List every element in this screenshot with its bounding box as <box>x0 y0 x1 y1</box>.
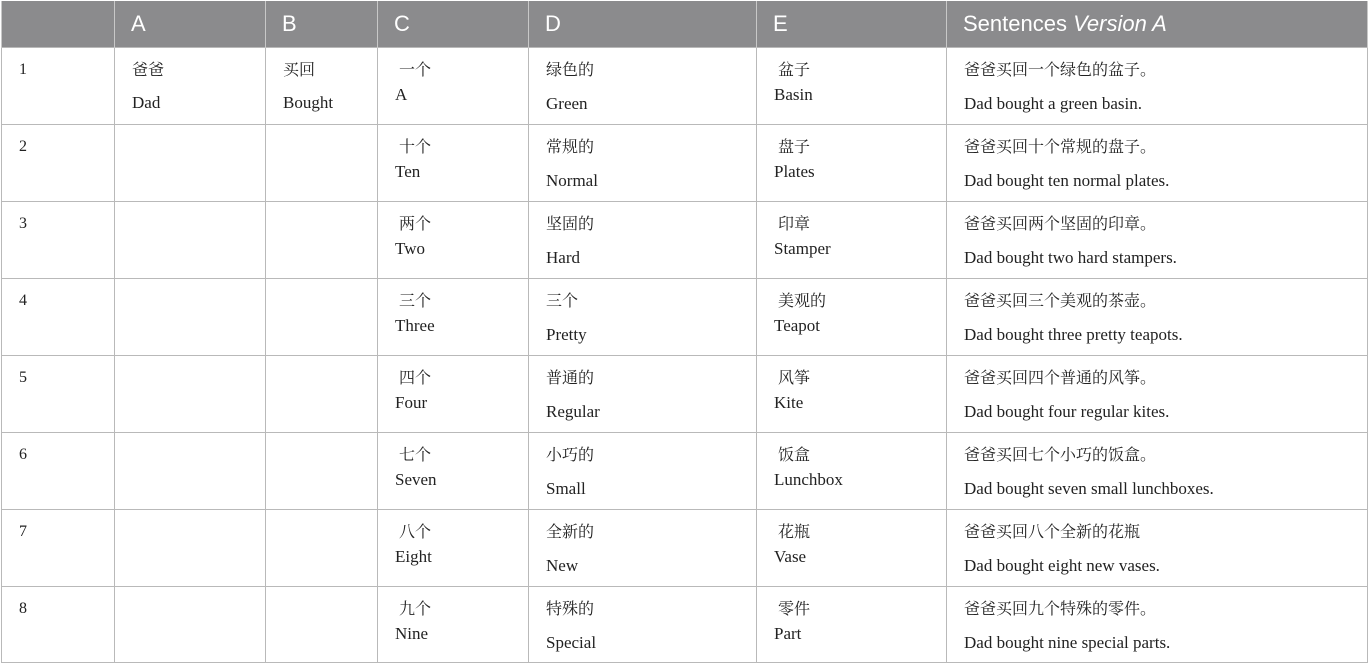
row-number-cell <box>2 355 115 432</box>
header-cell-e: E <box>757 1 947 47</box>
cell-c <box>378 432 529 509</box>
cell-e <box>757 278 947 355</box>
cell-sentence <box>947 124 1368 201</box>
cell-d-english: Hard <box>546 247 580 267</box>
cell-e-chinese: 盘子 <box>778 136 811 156</box>
sentence-english: Dad bought nine special parts. <box>964 632 1171 652</box>
sentence-chinese: 爸爸买回一个绿色的盆子。 <box>964 59 1157 79</box>
cell-d <box>529 586 757 662</box>
cell-d-chinese: 小巧的 <box>546 444 595 464</box>
cell-sentence <box>947 509 1368 586</box>
cell-d-chinese: 坚固的 <box>546 213 595 233</box>
cell-c-english: Ten <box>395 161 421 181</box>
cell-d-chinese: 特殊的 <box>546 598 595 618</box>
cell-d-english: Special <box>546 632 597 652</box>
cell-b-chinese: 买回 <box>283 59 316 79</box>
cell-c <box>378 586 529 662</box>
cell-d-chinese: 常规的 <box>546 136 595 156</box>
cell-d-english: Pretty <box>546 324 587 344</box>
cell-sentence <box>947 278 1368 355</box>
cell-e-english: Teapot <box>774 315 821 335</box>
cell-c-chinese: 三个 <box>399 290 432 310</box>
cell-b <box>266 201 378 278</box>
cell-d-english: Small <box>546 478 586 498</box>
cell-a <box>115 278 266 355</box>
cell-c-english: Seven <box>395 469 437 489</box>
cell-a <box>115 47 266 124</box>
cell-a <box>115 432 266 509</box>
row-number: 4 <box>19 291 27 309</box>
cell-c-english: Four <box>395 392 428 412</box>
cell-d-english: New <box>546 555 579 575</box>
row-number-cell <box>2 47 115 124</box>
cell-c <box>378 509 529 586</box>
table-row <box>2 355 1368 432</box>
cell-d-chinese: 绿色的 <box>546 59 595 79</box>
cell-c-english: Two <box>395 238 425 258</box>
sentence-english: Dad bought a green basin. <box>964 93 1142 113</box>
cell-e <box>757 586 947 662</box>
sentence-english: Dad bought ten normal plates. <box>964 170 1170 190</box>
header-cell-d: D <box>529 1 757 47</box>
sentence-table <box>1 1 1368 663</box>
row-number: 5 <box>19 368 27 386</box>
cell-d <box>529 278 757 355</box>
cell-e <box>757 201 947 278</box>
sentence-chinese: 爸爸买回八个全新的花瓶 <box>964 521 1141 541</box>
cell-d-chinese: 全新的 <box>546 521 595 541</box>
cell-b <box>266 432 378 509</box>
sentence-english: Dad bought four regular kites. <box>964 401 1170 421</box>
cell-e <box>757 432 947 509</box>
cell-b <box>266 509 378 586</box>
header-cell-sentences <box>947 1 1368 47</box>
cell-c-english: A <box>395 84 408 104</box>
cell-e <box>757 124 947 201</box>
cell-e-chinese: 印章 <box>778 213 811 233</box>
cell-a <box>115 586 266 662</box>
cell-e-chinese: 盆子 <box>778 59 811 79</box>
cell-c-english: Nine <box>395 623 429 643</box>
cell-d <box>529 124 757 201</box>
cell-c-chinese: 九个 <box>399 598 432 618</box>
sentence-english: Dad bought two hard stampers. <box>964 247 1177 267</box>
sentence-chinese: 爸爸买回四个普通的风筝。 <box>964 367 1157 387</box>
cell-d <box>529 201 757 278</box>
cell-e-chinese: 零件 <box>778 598 811 618</box>
header-cell-c: C <box>378 1 529 47</box>
sentence-chinese: 爸爸买回两个坚固的印章。 <box>964 213 1157 233</box>
table-row <box>2 47 1368 124</box>
row-number: 3 <box>19 214 27 232</box>
table-row <box>2 586 1368 662</box>
sentence-english: Dad bought three pretty teapots. <box>964 324 1183 344</box>
cell-c <box>378 47 529 124</box>
cell-e-english: Lunchbox <box>774 469 843 489</box>
cell-b <box>266 124 378 201</box>
sentence-chinese: 爸爸买回七个小巧的饭盒。 <box>964 444 1157 464</box>
header-version-label: Version A <box>1073 10 1167 36</box>
cell-e <box>757 509 947 586</box>
cell-d <box>529 509 757 586</box>
table-row <box>2 278 1368 355</box>
cell-e-chinese: 风筝 <box>778 367 811 387</box>
row-number: 1 <box>19 60 27 78</box>
cell-d-english: Regular <box>546 401 600 421</box>
cell-b <box>266 586 378 662</box>
header-cell-a: A <box>115 1 266 47</box>
cell-sentence <box>947 201 1368 278</box>
cell-c <box>378 201 529 278</box>
cell-a-english: Dad <box>132 92 161 112</box>
sentence-chinese: 爸爸买回三个美观的茶壶。 <box>964 290 1157 310</box>
cell-d-chinese: 普通的 <box>546 367 595 387</box>
header-cell-b: B <box>266 1 378 47</box>
table-row <box>2 201 1368 278</box>
row-number: 8 <box>19 599 27 617</box>
header-row <box>2 1 1368 47</box>
row-number: 6 <box>19 445 27 463</box>
cell-d <box>529 47 757 124</box>
table-row <box>2 432 1368 509</box>
row-number-cell <box>2 201 115 278</box>
cell-d <box>529 432 757 509</box>
cell-b <box>266 47 378 124</box>
sentence-english: Dad bought seven small lunchboxes. <box>964 478 1214 498</box>
cell-c-chinese: 一个 <box>399 59 432 79</box>
cell-c-chinese: 七个 <box>399 444 432 464</box>
cell-d-chinese: 三个 <box>546 290 579 310</box>
cell-c-chinese: 十个 <box>399 136 432 156</box>
cell-a <box>115 355 266 432</box>
cell-c-english: Three <box>395 315 435 335</box>
cell-e-chinese: 饭盒 <box>778 444 811 464</box>
cell-e-english: Plates <box>774 161 815 181</box>
sentence-english: Dad bought eight new vases. <box>964 555 1160 575</box>
row-number: 7 <box>19 522 27 540</box>
cell-sentence <box>947 47 1368 124</box>
sentence-chinese: 爸爸买回十个常规的盘子。 <box>964 136 1157 156</box>
cell-e-english: Part <box>774 623 802 643</box>
cell-e <box>757 47 947 124</box>
cell-c <box>378 355 529 432</box>
row-number: 2 <box>19 137 27 155</box>
table-row <box>2 509 1368 586</box>
cell-e-chinese: 花瓶 <box>778 521 811 541</box>
cell-e-english: Kite <box>774 392 804 412</box>
cell-d-english: Normal <box>546 170 598 190</box>
cell-c <box>378 124 529 201</box>
cell-b <box>266 355 378 432</box>
cell-e-english: Stamper <box>774 238 831 258</box>
header-cell-index <box>2 1 115 47</box>
cell-c-chinese: 两个 <box>399 213 432 233</box>
cell-c-chinese: 四个 <box>399 367 432 387</box>
sentence-chinese: 爸爸买回九个特殊的零件。 <box>964 598 1157 618</box>
cell-e-english: Basin <box>774 84 813 104</box>
cell-c <box>378 278 529 355</box>
cell-e-english: Vase <box>774 546 807 566</box>
table-row <box>2 124 1368 201</box>
cell-b <box>266 278 378 355</box>
cell-a <box>115 509 266 586</box>
cell-a-chinese: 爸爸 <box>132 59 165 79</box>
cell-sentence <box>947 586 1368 662</box>
row-number-cell <box>2 509 115 586</box>
cell-d <box>529 355 757 432</box>
cell-a <box>115 201 266 278</box>
cell-c-chinese: 八个 <box>399 521 432 541</box>
cell-c-english: Eight <box>395 546 432 566</box>
cell-d-english: Green <box>546 93 588 113</box>
header-sentences-label: Sentences <box>963 10 1074 36</box>
row-number-cell <box>2 278 115 355</box>
cell-sentence <box>947 355 1368 432</box>
cell-e-chinese: 美观的 <box>778 290 827 310</box>
row-number-cell <box>2 124 115 201</box>
row-number-cell <box>2 432 115 509</box>
cell-b-english: Bought <box>283 92 334 112</box>
cell-sentence <box>947 432 1368 509</box>
cell-a <box>115 124 266 201</box>
row-number-cell <box>2 586 115 662</box>
cell-e <box>757 355 947 432</box>
